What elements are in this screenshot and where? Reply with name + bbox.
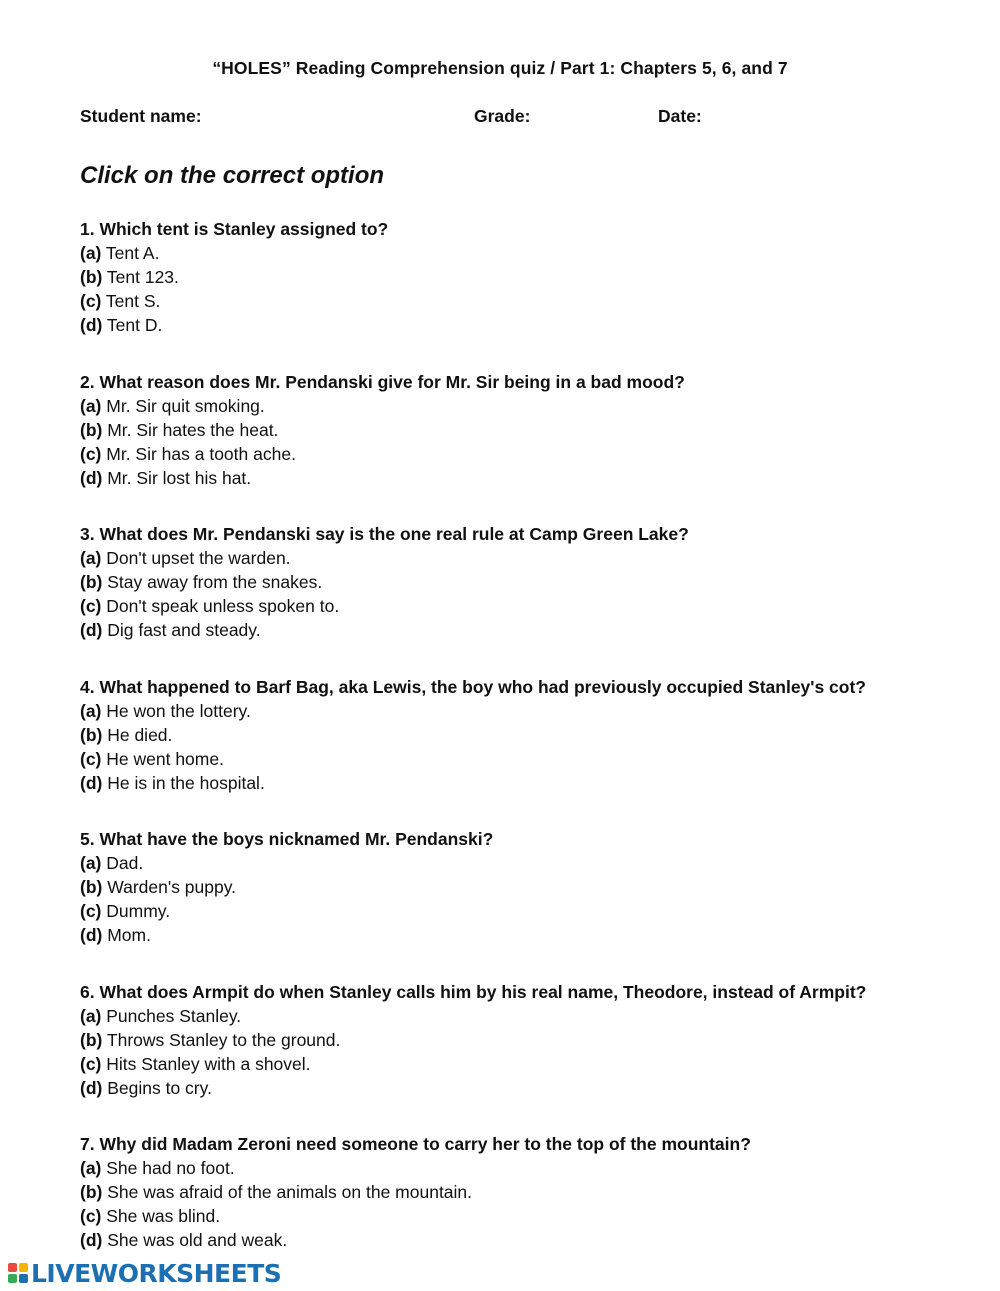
option-text: She had no foot. [101, 1158, 235, 1178]
option-d[interactable] [80, 313, 960, 337]
question-5 [80, 827, 960, 980]
question-list [80, 217, 960, 1285]
option-letter: (a) [80, 853, 102, 873]
question-2 [80, 370, 960, 523]
question-text: 5. What have the boys nicknamed Mr. Pendanski? [80, 829, 494, 849]
option-c[interactable] [80, 289, 960, 313]
logo-square-yellow [19, 1263, 28, 1272]
grade-label: Grade: [474, 106, 531, 126]
option-letter: (c) [80, 748, 102, 769]
option-a[interactable] [80, 699, 960, 723]
option-text: Dad. [101, 853, 144, 873]
option-a[interactable] [80, 1156, 960, 1180]
option-c[interactable] [80, 1204, 960, 1228]
question-6 [80, 980, 960, 1133]
option-c[interactable] [80, 1052, 960, 1076]
option-text: He won the lottery. [101, 700, 251, 721]
option-letter: (d) [80, 315, 103, 335]
option-letter: (d) [80, 620, 103, 640]
option-b[interactable] [80, 1028, 960, 1052]
option-d[interactable] [80, 466, 960, 490]
liveworksheets-logo-icon [8, 1263, 28, 1283]
option-d[interactable] [80, 1228, 960, 1252]
option-letter: (a) [80, 548, 102, 568]
option-c[interactable] [80, 442, 960, 466]
option-text: She was old and weak. [102, 1230, 288, 1250]
option-text: Mr. Sir hates the heat. [102, 419, 279, 440]
option-text: Warden's puppy. [102, 877, 237, 897]
option-letter: (c) [80, 1206, 102, 1226]
question-text: 3. What does Mr. Pendanski say is the one real rule at Camp Green Lake? [80, 524, 689, 544]
option-letter: (d) [80, 1077, 103, 1098]
option-letter: (a) [80, 395, 102, 416]
question-text: 6. What does Armpit do when Stanley calls him by his real name, Theodore, instead of Armpit? [80, 981, 867, 1002]
option-text: Don't speak unless spoken to. [101, 596, 340, 616]
option-letter: (d) [80, 925, 103, 945]
option-letter: (b) [80, 572, 103, 592]
option-letter: (d) [80, 772, 103, 793]
option-text: Mr. Sir has a tooth ache. [101, 443, 296, 464]
option-d[interactable] [80, 771, 960, 795]
option-text: Begins to cry. [102, 1077, 212, 1098]
option-letter: (b) [80, 419, 103, 440]
option-text: He is in the hospital. [102, 772, 265, 793]
option-b[interactable] [80, 265, 960, 289]
option-text: She was blind. [101, 1206, 221, 1226]
question-text: 7. Why did Madam Zeroni need someone to carry her to the top of the mountain? [80, 1134, 751, 1154]
option-d[interactable] [80, 923, 960, 947]
option-d[interactable] [80, 618, 960, 642]
option-text: Tent S. [101, 291, 161, 311]
option-text: He went home. [101, 748, 224, 769]
option-c[interactable] [80, 747, 960, 771]
option-text: Hits Stanley with a shovel. [101, 1053, 311, 1074]
option-a[interactable] [80, 851, 960, 875]
option-letter: (b) [80, 1029, 103, 1050]
logo-square-blue [19, 1274, 28, 1283]
option-text: Throws Stanley to the ground. [102, 1029, 341, 1050]
option-b[interactable] [80, 570, 960, 594]
option-d[interactable] [80, 1076, 960, 1100]
logo-text: LIVEWORKSHEETS [31, 1258, 282, 1288]
option-letter: (b) [80, 267, 103, 287]
logo-square-green [8, 1274, 17, 1283]
option-text: Mr. Sir lost his hat. [102, 467, 252, 488]
option-a[interactable] [80, 241, 960, 265]
question-1 [80, 217, 960, 370]
option-a[interactable] [80, 546, 960, 570]
option-text: Tent A. [101, 243, 160, 263]
option-text: Stay away from the snakes. [102, 572, 323, 592]
option-text: Dig fast and steady. [102, 620, 261, 640]
option-text: Tent D. [102, 315, 163, 335]
instruction-heading: Click on the correct option [80, 162, 385, 189]
liveworksheets-logo [8, 1258, 281, 1288]
option-b[interactable] [80, 1180, 960, 1204]
option-letter: (a) [80, 1005, 102, 1026]
option-letter: (d) [80, 1230, 103, 1250]
option-a[interactable] [80, 394, 960, 418]
option-letter: (b) [80, 877, 103, 897]
option-text: Mom. [102, 925, 151, 945]
option-a[interactable] [80, 1004, 960, 1028]
option-letter: (a) [80, 243, 102, 263]
student-name-label: Student name: [80, 106, 202, 126]
option-text: He died. [102, 724, 173, 745]
option-text: Punches Stanley. [101, 1005, 242, 1026]
option-c[interactable] [80, 899, 960, 923]
option-letter: (c) [80, 1053, 102, 1074]
option-letter: (d) [80, 467, 103, 488]
option-letter: (c) [80, 596, 102, 616]
option-letter: (c) [80, 291, 102, 311]
option-letter: (b) [80, 724, 103, 745]
option-b[interactable] [80, 723, 960, 747]
option-text: Mr. Sir quit smoking. [101, 395, 265, 416]
question-text: 4. What happened to Barf Bag, aka Lewis, the boy who had previously occupied Stanley's cot? [80, 676, 866, 697]
option-c[interactable] [80, 594, 960, 618]
option-letter: (b) [80, 1182, 103, 1202]
question-text: 1. Which tent is Stanley assigned to? [80, 219, 389, 239]
question-4 [80, 675, 960, 828]
option-text: She was afraid of the animals on the mountain. [102, 1182, 473, 1202]
question-3 [80, 522, 960, 675]
option-letter: (c) [80, 443, 102, 464]
option-letter: (a) [80, 700, 102, 721]
date-label: Date: [658, 106, 702, 126]
quiz-title: “HOLES” Reading Comprehension quiz / Part 1: Chapters 5, 6, and 7 [212, 58, 788, 78]
option-b[interactable] [80, 875, 960, 899]
option-text: Dummy. [101, 901, 171, 921]
option-letter: (c) [80, 901, 102, 921]
option-b[interactable] [80, 418, 960, 442]
logo-square-red [8, 1263, 17, 1272]
option-text: Tent 123. [102, 267, 179, 287]
option-letter: (a) [80, 1158, 102, 1178]
option-text: Don't upset the warden. [101, 548, 291, 568]
question-text: 2. What reason does Mr. Pendanski give for Mr. Sir being in a bad mood? [80, 371, 685, 392]
